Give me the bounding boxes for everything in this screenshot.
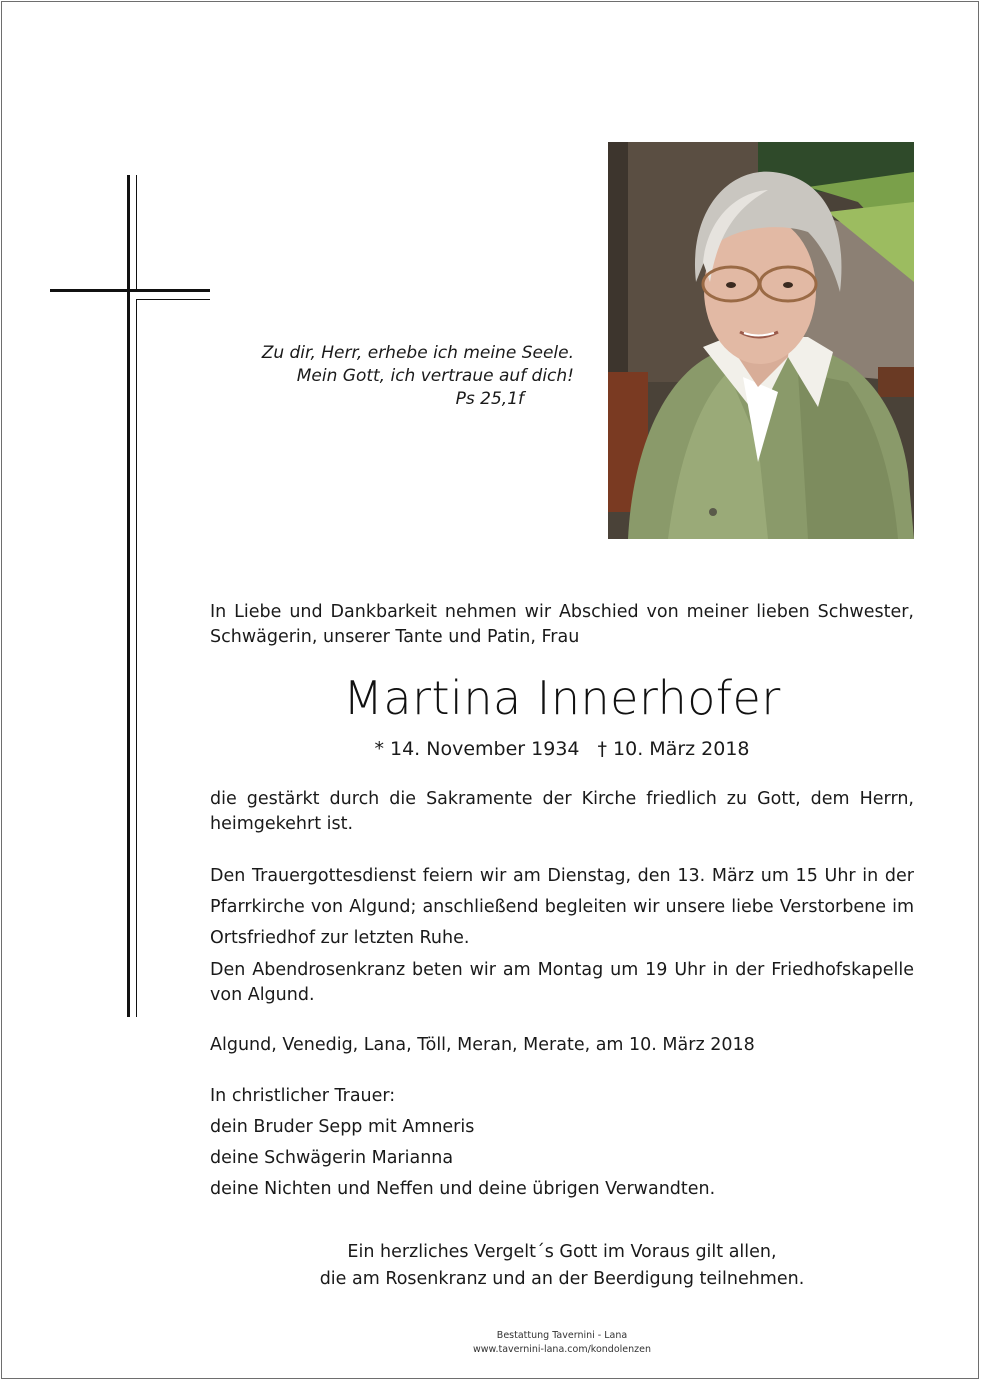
- footer-url[interactable]: www.tavernini-lana.com/kondolenzen: [473, 1344, 651, 1355]
- mourners-list: [210, 1081, 715, 1205]
- footer: [210, 1329, 914, 1357]
- deceased-name: Martina Innerhofer: [343, 671, 781, 725]
- life-dates: [210, 736, 914, 762]
- psalm-quote: [240, 342, 574, 411]
- mourner-line: deine Schwägerin Marianna: [210, 1148, 454, 1168]
- thanks-line-2: die am Rosenkranz und an der Beerdigung teilnehmen.: [319, 1269, 805, 1289]
- psalm-line-2: Mein Gott, ich vertraue auf dich!: [296, 366, 574, 386]
- mourner-line: dein Bruder Sepp mit Amneris: [210, 1117, 475, 1137]
- footer-company: Bestattung Tavernini - Lana: [496, 1330, 628, 1341]
- place-date: Algund, Venedig, Lana, Töll, Meran, Merate, am 10. März 2018: [210, 1035, 755, 1055]
- mourner-line: deine Nichten und Neffen und deine übrigen Verwandten.: [210, 1179, 716, 1199]
- rosary-text: Den Abendrosenkranz beten wir am Montag um 19 Uhr in der Friedhofskapelle von Algund.: [210, 960, 914, 1005]
- intro-text: In Liebe und Dankbarkeit nehmen wir Abschied von meiner lieben Schwester, Schwägerin, unserer Tante und Patin, Frau: [210, 602, 914, 647]
- birth-date: * 14. November 1934: [374, 738, 580, 760]
- psalm-reference: Ps 25,1f: [455, 389, 524, 409]
- sacrament-text: die gestärkt durch die Sakramente der Kirche friedlich zu Gott, dem Herrn, heimgekehrt ist.: [210, 789, 914, 834]
- cross-icon: [50, 175, 210, 1017]
- thanks-note: [210, 1239, 914, 1293]
- funeral-mass-text: Den Trauergottesdienst feiern wir am Dienstag, den 13. März um 15 Uhr in der Pfarrkirche von Algund; anschließend begleiten wir unsere liebe Verstorbene im Ortsfriedhof zur letzten Ruhe.: [210, 866, 914, 948]
- death-date: † 10. März 2018: [597, 738, 750, 760]
- mourners-heading: In christlicher Trauer:: [210, 1086, 396, 1106]
- portrait-photo: [608, 142, 914, 539]
- thanks-line-1: Ein herzliches Vergelt´s Gott im Voraus gilt allen,: [347, 1242, 777, 1262]
- psalm-line-1: Zu dir, Herr, erhebe ich meine Seele.: [261, 343, 574, 363]
